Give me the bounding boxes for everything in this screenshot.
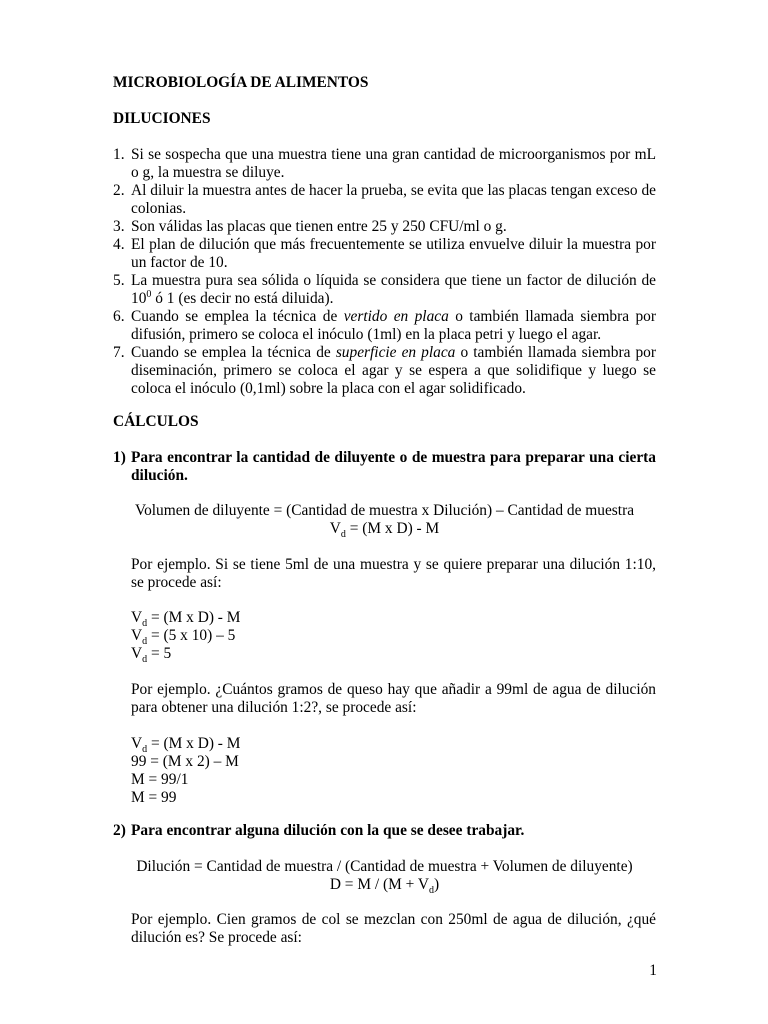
item-number: 7. [113, 344, 125, 361]
list-item [113, 308, 656, 344]
calc-line: M = 99 [131, 789, 177, 806]
item-text: Son válidas las placas que tienen entre 25 y 250 CFU/ml o g. [131, 218, 507, 235]
calc-line: $V_d = 5$ [131, 645, 172, 666]
item-number: 2. [113, 182, 125, 199]
example-paragraph: Por ejemplo. ¿Cuántos gramos de queso hay que añadir a 99ml de agua de dilución para obtener una dilución 1:2?, se procede así: [131, 681, 656, 716]
item-number: 4. [113, 236, 125, 253]
calc-line: $V_d = (5$ x 10) – 5 [131, 627, 236, 648]
list-item [113, 182, 656, 218]
calc-line: $V_d = (M$ x D) - M [131, 609, 241, 630]
section1-number: 1) [113, 449, 126, 466]
section2-title: Para encontrar alguna dilución con la que se desee trabajar. [131, 822, 525, 839]
example-paragraph: Por ejemplo. Si se tiene 5ml de una muestra y se quiere preparar una dilución 1:10, se procede así: [131, 556, 656, 591]
section2-number: 2) [113, 822, 126, 839]
formula-words: Volumen de diluyente = (Cantidad de muestra x Dilución) – Cantidad de muestra [134, 502, 635, 519]
diluciones-list [113, 146, 656, 398]
list-item [113, 272, 656, 308]
item-text-b: o también llamada siembra por diseminación, primero se coloca el agar y se espera a que solidifique y luego se coloca el inóculo (0,1ml) sobre la placa con el agar solidificado. [131, 344, 656, 397]
formula-symbolic: $D = M / (M + V_d)$ [329, 876, 440, 897]
formula-symbolic: $V_d = (M$ x D) - M [329, 520, 440, 541]
calc-line: $V_d = (M$ x D) - M [131, 735, 241, 756]
example-paragraph: Por ejemplo. Cien gramos de col se mezclan con 250ml de agua de dilución, ¿qué dilución es? Se procede así: [131, 911, 656, 946]
item-text-b: o también llamada siembra por difusión, primero se coloca el inóculo (1ml) en la placa petri y luego el agar. [131, 308, 656, 343]
technique-term: superficie en placa [335, 344, 456, 361]
exponent: 0 [146, 288, 152, 300]
section1-heading [113, 449, 656, 485]
list-item [113, 236, 656, 272]
section2-heading [113, 822, 656, 840]
formula-words: Dilución = Cantidad de muestra / (Cantidad de muestra + Volumen de diluyente) [136, 858, 633, 875]
item-text-a: La muestra pura sea sólida o líquida se considera que tiene un factor de dilución de 10 [131, 272, 656, 307]
item-text-a: Cuando se emplea la técnica de [131, 344, 336, 361]
list-item [113, 146, 656, 182]
item-number: 6. [113, 308, 125, 325]
item-number: 1. [113, 146, 125, 163]
document-title: MICROBIOLOGÍA DE ALIMENTOS [113, 74, 369, 91]
item-text: El plan de dilución que más frecuentemente se utiliza envuelve diluir la muestra por un factor de 10. [131, 236, 656, 271]
list-item [113, 218, 656, 236]
calculos-heading: CÁLCULOS [113, 413, 199, 430]
item-number: 5. [113, 272, 125, 289]
item-number: 3. [113, 218, 125, 235]
calc-line: 99 = (M x 2) – M [131, 753, 239, 770]
item-text-b: ó 1 (es decir no está diluida). [151, 290, 334, 307]
diluciones-heading: DILUCIONES [113, 110, 211, 127]
section1-title: Para encontrar la cantidad de diluyente o de muestra para preparar una cierta dilución. [131, 449, 656, 484]
item-text: Si se sospecha que una muestra tiene una gran cantidad de microorganismos por mL o g, la muestra se diluye. [131, 146, 656, 181]
calc-line: M = 99/1 [131, 771, 189, 788]
item-text: Al diluir la muestra antes de hacer la prueba, se evita que las placas tengan exceso de colonias. [131, 182, 656, 217]
technique-term: vertido en placa [343, 308, 449, 325]
page-number: 1 [649, 962, 657, 979]
list-item [113, 344, 656, 398]
item-text-a: Cuando se emplea la técnica de [131, 308, 344, 325]
